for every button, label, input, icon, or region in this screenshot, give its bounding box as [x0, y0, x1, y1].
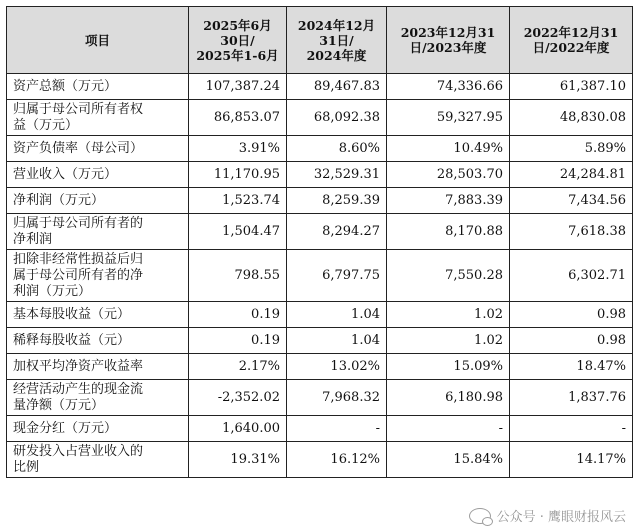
cell-value: 48,830.08	[510, 100, 633, 136]
cell-value: 6,797.75	[287, 250, 387, 302]
cell-value: -	[287, 416, 387, 442]
wechat-icon	[469, 508, 491, 524]
row-label	[7, 100, 189, 136]
table-row	[7, 74, 633, 100]
cell-value: 7,883.39	[387, 188, 510, 214]
cell-value: 68,092.38	[287, 100, 387, 136]
header-line: 2025年1-6月	[196, 47, 279, 63]
cell-value: 28,503.70	[387, 162, 510, 188]
row-label-line: 经营活动产生的现金流	[13, 381, 144, 397]
cell-value: 86,853.07	[189, 100, 287, 136]
row-label	[7, 136, 189, 162]
cell-value: 5.89%	[510, 136, 633, 162]
table-row	[7, 100, 633, 136]
table-row	[7, 188, 633, 214]
table-row	[7, 328, 633, 354]
row-label-line: 资产负债率（母公司）	[13, 140, 144, 156]
header-line: 日/2022年度	[532, 40, 610, 55]
cell-value: 61,387.10	[510, 74, 633, 100]
row-label	[7, 354, 189, 380]
row-label-line: 稀释每股收益（元）	[13, 332, 131, 348]
cell-value: 1.02	[387, 302, 510, 328]
cell-value: 3.91%	[189, 136, 287, 162]
row-label-line: 归属于母公司所有者权	[13, 101, 144, 117]
cell-value: 11,170.95	[189, 162, 287, 188]
row-label-line: 基本每股收益（元）	[13, 306, 131, 322]
row-label-line: 营业收入（万元）	[13, 166, 118, 182]
cell-value: 1,523.74	[189, 188, 287, 214]
row-label-line: 扣除非经常性损益后归	[13, 251, 144, 267]
cell-value: -	[387, 416, 510, 442]
row-label	[7, 74, 189, 100]
cell-value: 8,259.39	[287, 188, 387, 214]
cell-value: 0.98	[510, 328, 633, 354]
row-label-line: 研发投入占营业收入的	[13, 443, 144, 459]
row-label	[7, 380, 189, 416]
table-row	[7, 136, 633, 162]
row-label	[7, 188, 189, 214]
header-line: 2025年6月	[203, 17, 272, 33]
cell-value: 32,529.31	[287, 162, 387, 188]
cell-value: 798.55	[189, 250, 287, 302]
cell-value: -2,352.02	[189, 380, 287, 416]
cell-value: 1,504.47	[189, 214, 287, 250]
table-row	[7, 214, 633, 250]
table-row	[7, 354, 633, 380]
row-label-line: 资产总额（万元）	[13, 78, 118, 94]
cell-value: 14.17%	[510, 442, 633, 478]
row-label-line: 属于母公司所有者的净	[13, 267, 144, 283]
table-row	[7, 162, 633, 188]
cell-value: 59,327.95	[387, 100, 510, 136]
cell-value: 7,968.32	[287, 380, 387, 416]
cell-value: 107,387.24	[189, 74, 287, 100]
row-label-line: 现金分红（万元）	[13, 420, 118, 436]
header-line: 项目	[84, 32, 110, 48]
financial-summary-table	[6, 6, 633, 478]
header-line: 2023年12月31	[400, 25, 496, 40]
row-label	[7, 162, 189, 188]
cell-value: 89,467.83	[287, 74, 387, 100]
cell-value: 0.19	[189, 328, 287, 354]
cell-value: 1.04	[287, 302, 387, 328]
cell-value: 8,294.27	[287, 214, 387, 250]
header-period-3	[387, 7, 510, 74]
watermark	[469, 506, 626, 525]
header-period-2	[287, 7, 387, 74]
row-label-line: 利润（万元）	[13, 283, 92, 299]
row-label-line: 净利润	[13, 231, 53, 247]
cell-value: 10.49%	[387, 136, 510, 162]
cell-value: 7,434.56	[510, 188, 633, 214]
cell-value: 0.19	[189, 302, 287, 328]
cell-value: 0.98	[510, 302, 633, 328]
table-row	[7, 250, 633, 302]
cell-value: 1.04	[287, 328, 387, 354]
row-label	[7, 328, 189, 354]
header-line: 30日/	[220, 32, 255, 48]
watermark-text: 公众号 · 鹰眼财报风云	[496, 510, 626, 525]
row-label	[7, 442, 189, 478]
row-label-line: 比例	[13, 459, 40, 475]
row-label-line: 加权平均净资产收益率	[13, 358, 144, 374]
header-period-1	[189, 7, 287, 74]
row-label-line: 量净额（万元）	[13, 397, 105, 413]
header-line: 2024年度	[306, 47, 367, 63]
row-label-line: 益（万元）	[13, 117, 79, 133]
cell-value: 6,302.71	[510, 250, 633, 302]
table-row	[7, 302, 633, 328]
table-body	[7, 74, 633, 478]
row-label	[7, 250, 189, 302]
row-label	[7, 302, 189, 328]
cell-value: 1,837.76	[510, 380, 633, 416]
cell-value: 18.47%	[510, 354, 633, 380]
cell-value: 15.09%	[387, 354, 510, 380]
cell-value: 1,640.00	[189, 416, 287, 442]
cell-value: 8,170.88	[387, 214, 510, 250]
header-line: 31日/	[319, 32, 354, 48]
cell-value: 7,618.38	[510, 214, 633, 250]
table-row	[7, 416, 633, 442]
header-row	[7, 7, 633, 74]
row-label-line: 归属于母公司所有者的	[13, 215, 144, 231]
row-label-line: 净利润（万元）	[13, 192, 105, 208]
header-line: 2022年12月31	[523, 25, 619, 40]
row-label	[7, 214, 189, 250]
table-row	[7, 442, 633, 478]
cell-value: 13.02%	[287, 354, 387, 380]
cell-value: 24,284.81	[510, 162, 633, 188]
cell-value: 19.31%	[189, 442, 287, 478]
cell-value: 1.02	[387, 328, 510, 354]
cell-value: 8.60%	[287, 136, 387, 162]
header-period-4	[510, 7, 633, 74]
cell-value: 2.17%	[189, 354, 287, 380]
cell-value: 6,180.98	[387, 380, 510, 416]
cell-value: 16.12%	[287, 442, 387, 478]
table-row	[7, 380, 633, 416]
cell-value: 74,336.66	[387, 74, 510, 100]
header-item	[7, 7, 189, 74]
header-line: 日/2023年度	[409, 40, 487, 55]
cell-value: 15.84%	[387, 442, 510, 478]
row-label	[7, 416, 189, 442]
header-line: 2024年12月	[297, 17, 376, 33]
cell-value: 7,550.28	[387, 250, 510, 302]
cell-value: -	[510, 416, 633, 442]
